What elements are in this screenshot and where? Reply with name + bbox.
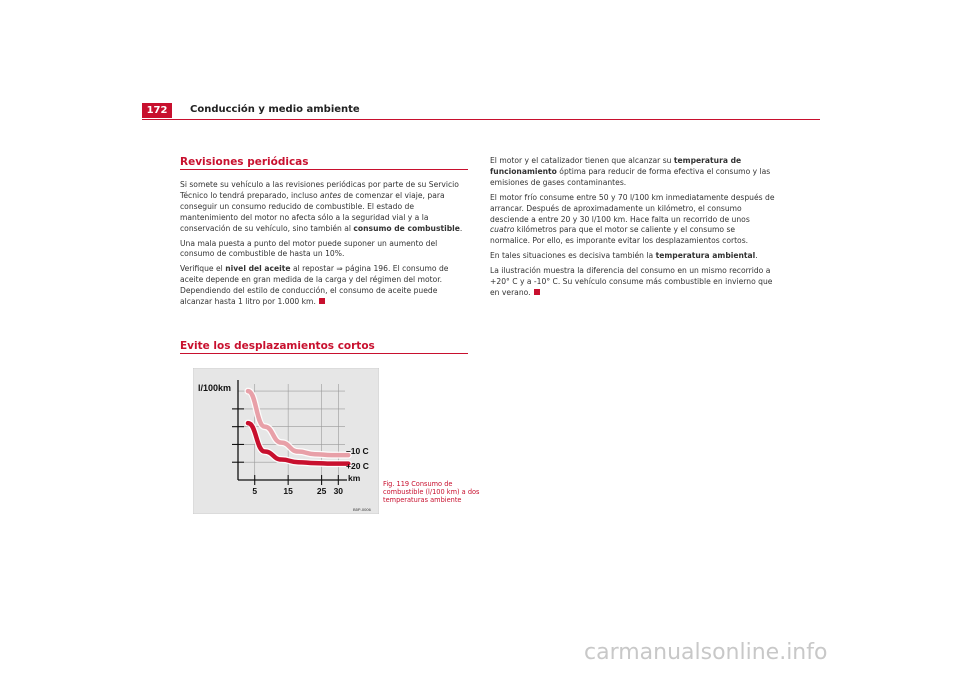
right-column-text [490, 156, 776, 303]
x-tick-label: 25 [316, 486, 327, 496]
page-number: 172 [142, 103, 172, 118]
x-tick-label: 5 [252, 486, 258, 496]
figure-code: B5P-0006 [353, 507, 371, 512]
watermark: carmanualsonline.info [584, 640, 828, 665]
header-rule [142, 119, 820, 120]
paragraph: Una mala puesta a punto del motor puede suponer un aumento del consumo de combustible de hasta un 10%. [180, 238, 438, 259]
paragraph: Si somete su vehículo a las revisiones periódicas por parte de su Servicio Técnico lo tendrá preparado, incluso antes de comenzar el viaje, para conseguir un consumo reducido de combustible. El estado de mantenimiento del motor no afecta sólo a la seguridad vial y a la conservación de su vehículo, sino también al consumo de combustible. [180, 180, 463, 233]
x-tick-label: 15 [283, 486, 293, 496]
section-title-desplazamientos: Evite los desplazamientos cortos [180, 340, 375, 352]
left-column-text [180, 180, 470, 312]
consumption-chart [193, 368, 379, 514]
section-title-revisiones: Revisiones periódicas [180, 156, 309, 168]
section-rule [180, 169, 468, 170]
end-mark [319, 298, 325, 304]
paragraph: El motor frío consume entre 50 y 70 l/100 km inmediatamente después de arrancar. Después de aproximadamente un kilómetro, el consumo desciende a entre 20 y 30 l/100 km. Hace falta un recorrido de unos cuatro kilómetros para que el motor se caliente y el consumo se normalice. Por ello, es imporante evitar los desplazamientos cortos. [490, 192, 775, 246]
paragraph: El motor y el catalizador tienen que alcanzar su temperatura de funcionamiento óptima para reducir de forma efectiva el consumo y las emisiones de gases contaminantes. [490, 156, 771, 187]
section-rule [180, 353, 468, 354]
y-axis-label: l/100km [198, 383, 232, 393]
end-mark [534, 289, 540, 295]
paragraph: En tales situaciones es decisiva también la temperatura ambiental. [490, 251, 758, 261]
paragraph: La ilustración muestra la diferencia del consumo en un mismo recorrido a +20° C y a -10° C. Su vehículo consume más combustible en invierno que en verano. [490, 266, 773, 297]
curve-label-warm: +20 C [346, 461, 369, 471]
x-tick-label: 30 [333, 486, 344, 496]
running-title: Conducción y medio ambiente [190, 104, 360, 115]
figure-caption: Fig. 119 Consumo de combustible (l/100 km) a dos temperaturas ambiente [383, 480, 480, 504]
consumption-figure [193, 368, 379, 514]
x-axis-label: km [348, 473, 361, 483]
curve-label-cold: –10 C [346, 446, 369, 456]
paragraph: Verifique el nivel del aceite al repostar ⇒ página 196. El consumo de aceite depende en gran medida de la carga y del régimen del motor. Dependiendo del estilo de conducción, el consumo de aceite puede alcanzar hasta 1 litro por 1.000 km. [180, 264, 449, 307]
